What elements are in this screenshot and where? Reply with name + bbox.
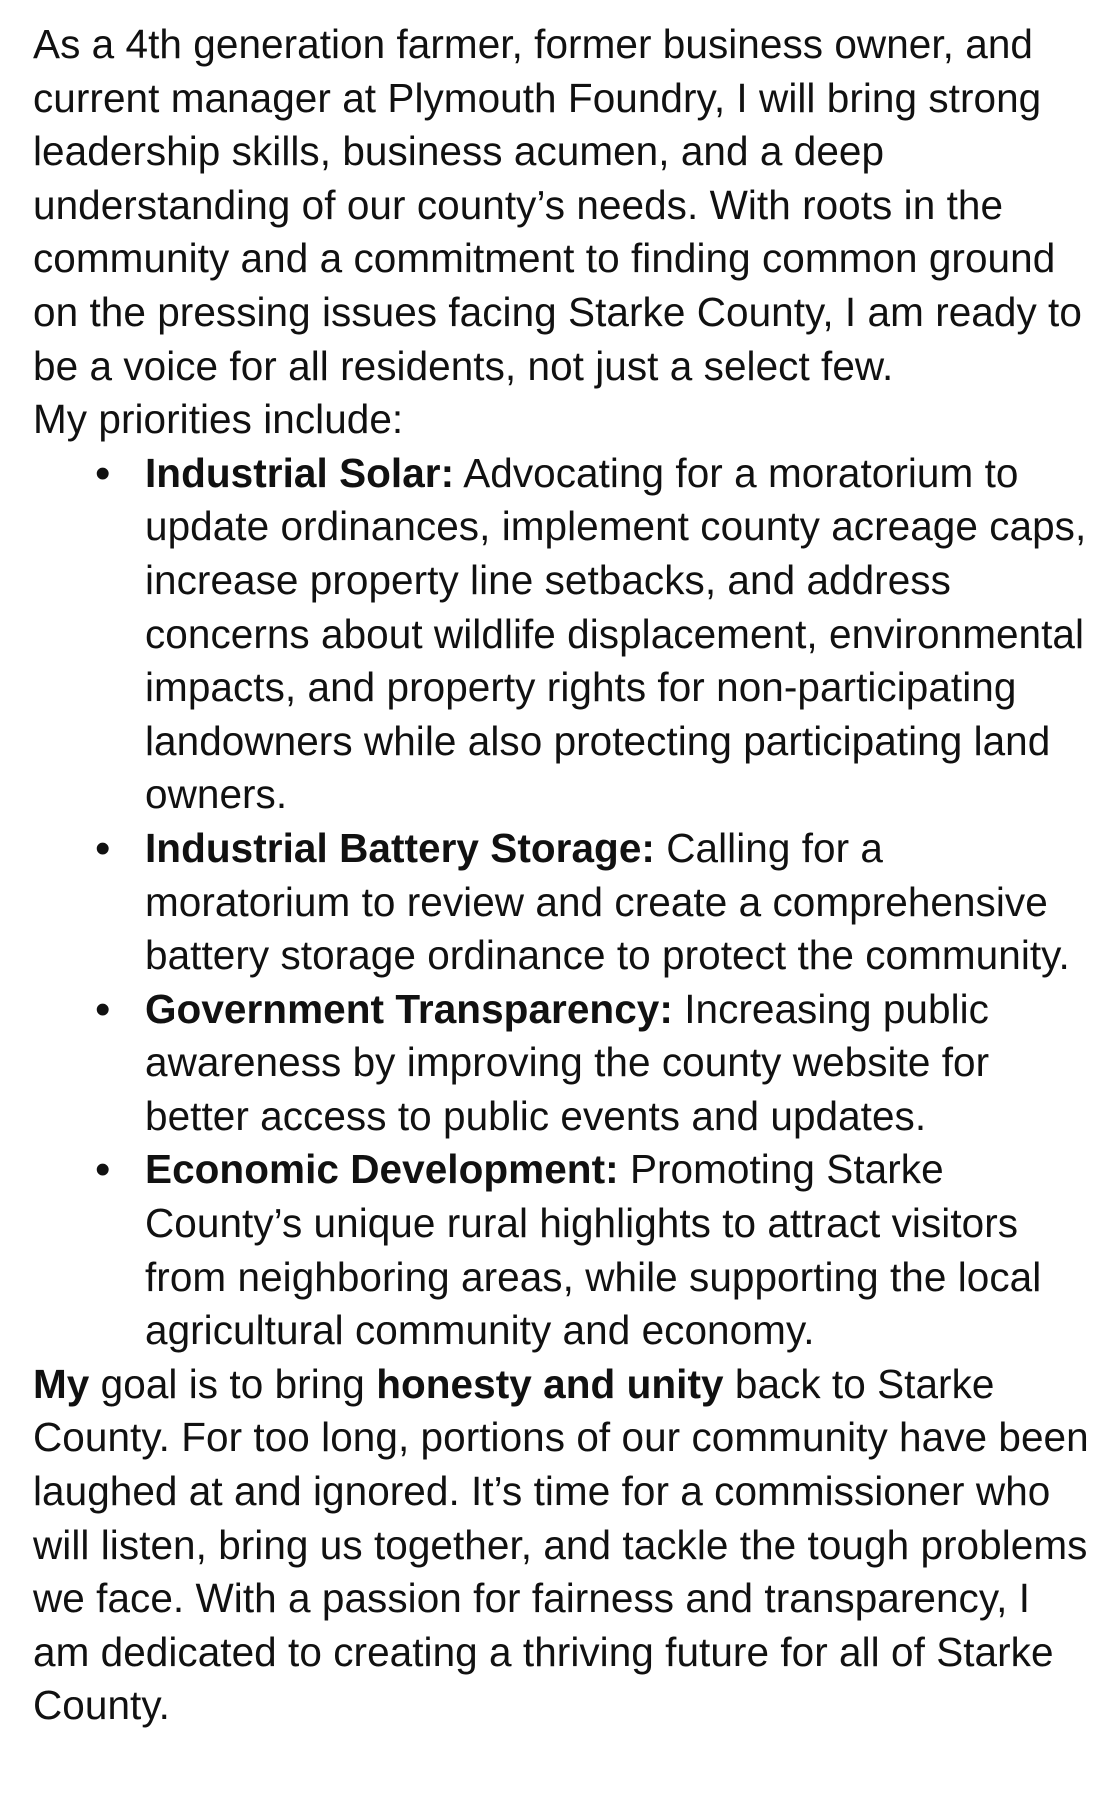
priority-title: Industrial Battery Storage:: [145, 824, 655, 871]
priority-text: Promoting Starke County’s unique rural highlights to attract visitors from neighboring areas, while supporting the local agricultural community and economy.: [145, 1146, 1042, 1354]
priority-text: Calling for a moratorium to review and create a comprehensive battery storage ordinance to protect the community.: [145, 824, 1070, 979]
priority-title: Government Transparency:: [145, 985, 673, 1032]
priority-title: Industrial Solar:: [145, 449, 455, 496]
closing-paragraph: [33, 1358, 1091, 1733]
closing-lead: My: [33, 1360, 90, 1407]
closing-text-part-2: back to Starke County. For too long, portions of our community have been laughed at and ignored. It’s time for a commissioner who will listen, bring us together, and tackle the tough problems we face. With a passion for fairness and transparency, I am dedicated to creating a thriving future for all of Starke County.: [33, 1360, 1089, 1729]
priority-title: Economic Development:: [145, 1146, 619, 1193]
priorities-heading: My priorities include:: [33, 396, 404, 443]
closing-emphasis: honesty and unity: [376, 1360, 724, 1407]
intro-paragraph: As a 4th generation farmer, former business owner, and current manager at Plymouth Foundry, I will bring strong leadership skills, business acumen, and a deep understanding of our county’s needs. With roots in the community and a commitment to finding common ground on the pressing issues facing Starke County, I am ready to be a voice for all residents, not just a select few.: [33, 21, 1082, 389]
priority-item-battery-storage: [145, 822, 1091, 983]
priority-item-government-transparency: [145, 983, 1091, 1144]
priority-item-economic-development: [145, 1143, 1091, 1357]
closing-text-part-1: goal is to bring: [89, 1360, 377, 1407]
priority-text: Advocating for a moratorium to update ordinances, implement county acreage caps, increase property line setbacks, and address concerns about wildlife displacement, environmental impacts, and property rights for non-participating landowners while also protecting participating land owners.: [145, 449, 1087, 818]
priority-item-industrial-solar: [145, 447, 1091, 822]
priorities-list: [33, 447, 1091, 1358]
priority-text: Increasing public awareness by improving the county website for better access to public events and updates.: [145, 985, 990, 1139]
